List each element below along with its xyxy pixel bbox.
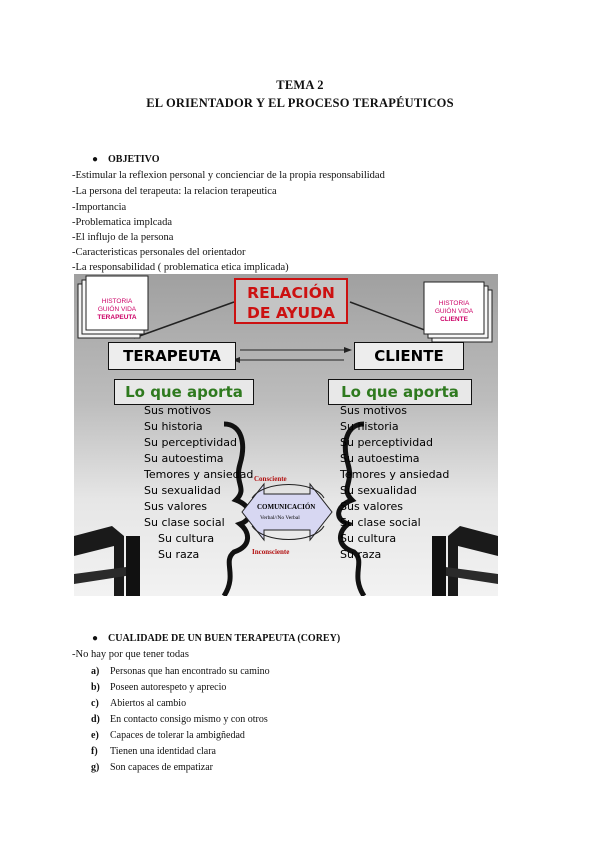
cualidades-heading: CUALIDADE DE UN BUEN TERAPEUTA (COREY) [108,633,341,644]
aporta-right: Lo que aporta [328,379,472,405]
objetivo-heading: OBJETIVO [108,154,160,165]
list-item-label: b) [91,682,100,693]
right-doc-text [424,300,484,324]
page-title: TEMA 2 [276,78,324,92]
left-doc-line: TERAPEUTA [97,314,137,321]
cliente-aporta-item: Sus motivos [340,404,407,417]
list-item-text: Poseen autorespeto y aprecio [110,682,227,693]
list-item-text: En contacto consigo mismo y con otros [110,714,268,725]
inconsciente-label: Inconsciente [252,548,290,556]
list-item-label: f) [91,746,98,757]
section-heading-cualidades [92,633,340,644]
right-doc-line: HISTORIA [438,300,470,307]
page-subtitle: EL ORIENTADOR Y EL PROCESO TERAPÉUTICOS [146,96,454,110]
list-item [91,682,226,693]
left-doc-line: GUIÓN VIDA [97,306,137,313]
cliente-box: CLIENTE [354,342,464,370]
list-item-label: e) [91,730,99,741]
list-item [91,730,245,741]
list-item-text: Son capaces de empatizar [110,762,214,773]
list-item-text: Capaces de tolerar la ambigñedad [110,730,245,741]
cliente-aporta-item: Su historia [340,420,399,433]
terapeuta-aporta-item: Su sexualidad [144,484,221,497]
cliente-aporta-item: Su clase social [340,516,421,529]
verbal-label: Verbal//No Verbal [260,515,300,521]
cliente-aporta-item: Su sexualidad [340,484,417,497]
list-item-label: d) [91,714,100,725]
list-item [91,714,268,725]
consciente-label: Consciente [254,475,287,483]
terapeuta-aporta-item: Sus motivos [144,404,211,417]
list-item [91,698,186,709]
left-doc-line: HISTORIA [101,298,133,305]
terapeuta-aporta-item: Su clase social [144,516,225,529]
cliente-aporta-item: Su autoestima [340,452,420,465]
list-item [91,666,270,677]
list-item-label: a) [91,666,100,677]
list-item [91,746,216,757]
relacion-line: DE AYUDA [246,304,336,322]
objetivo-line: -El influjo de la persona [72,232,174,243]
list-item-label: c) [91,698,99,709]
list-item-text: Tienen una identidad clara [110,746,216,757]
list-item-text: Personas que han encontrado su camino [110,666,270,677]
relacion-de-ayuda-diagram [74,274,498,596]
terapeuta-aporta-item: Su raza [158,548,200,561]
cliente-aporta-item: Su cultura [340,532,397,545]
objetivo-line: -La responsabilidad ( problematica etica implicada) [72,262,289,273]
comunicacion-label: COMUNICACIÓN [257,503,316,511]
terapeuta-aporta-item: Sus valores [144,500,207,513]
aporta-left: Lo que aporta [114,379,254,405]
right-doc-line: CLIENTE [440,316,468,323]
bullet-icon: ● [92,633,99,644]
list-item-label: g) [91,762,100,773]
relacion-line: RELACIÓN [247,284,335,302]
terapeuta-aporta-item: Su autoestima [144,452,224,465]
left-doc-text [86,298,148,322]
cliente-aporta-item: Su perceptividad [340,436,433,449]
terapeuta-aporta-item: Su perceptividad [144,436,237,449]
cliente-aporta-item: Sus valores [340,500,403,513]
terapeuta-box: TERAPEUTA [108,342,236,370]
cliente-aporta-item: Su raza [340,548,382,561]
objetivo-line: -Problematica implcada [72,217,173,228]
terapeuta-aporta-item: Temores y ansiedad [144,468,254,481]
cliente-aporta-item: Temores y ansiedad [340,468,450,481]
objetivo-line: -Importancia [72,202,127,213]
objetivo-line: -Estimular la reflexion personal y concienciar de la propia responsabilidad [72,170,385,181]
terapeuta-aporta-item: Su cultura [158,532,215,545]
right-doc-line: GUIÓN VIDA [434,308,474,315]
list-item-text: Abiertos al cambio [110,698,187,709]
section-heading-objetivo [92,154,159,165]
bullet-icon: ● [92,154,99,165]
terapeuta-aporta-item: Su historia [144,420,203,433]
objetivo-line: -La persona del terapeuta: la relacion terapeutica [72,186,277,197]
cualidades-intro: -No hay por que tener todas [72,649,189,660]
relacion-de-ayuda-box [234,278,348,324]
objetivo-line: -Caracteristicas personales del orientador [72,247,246,258]
list-item [91,762,213,773]
